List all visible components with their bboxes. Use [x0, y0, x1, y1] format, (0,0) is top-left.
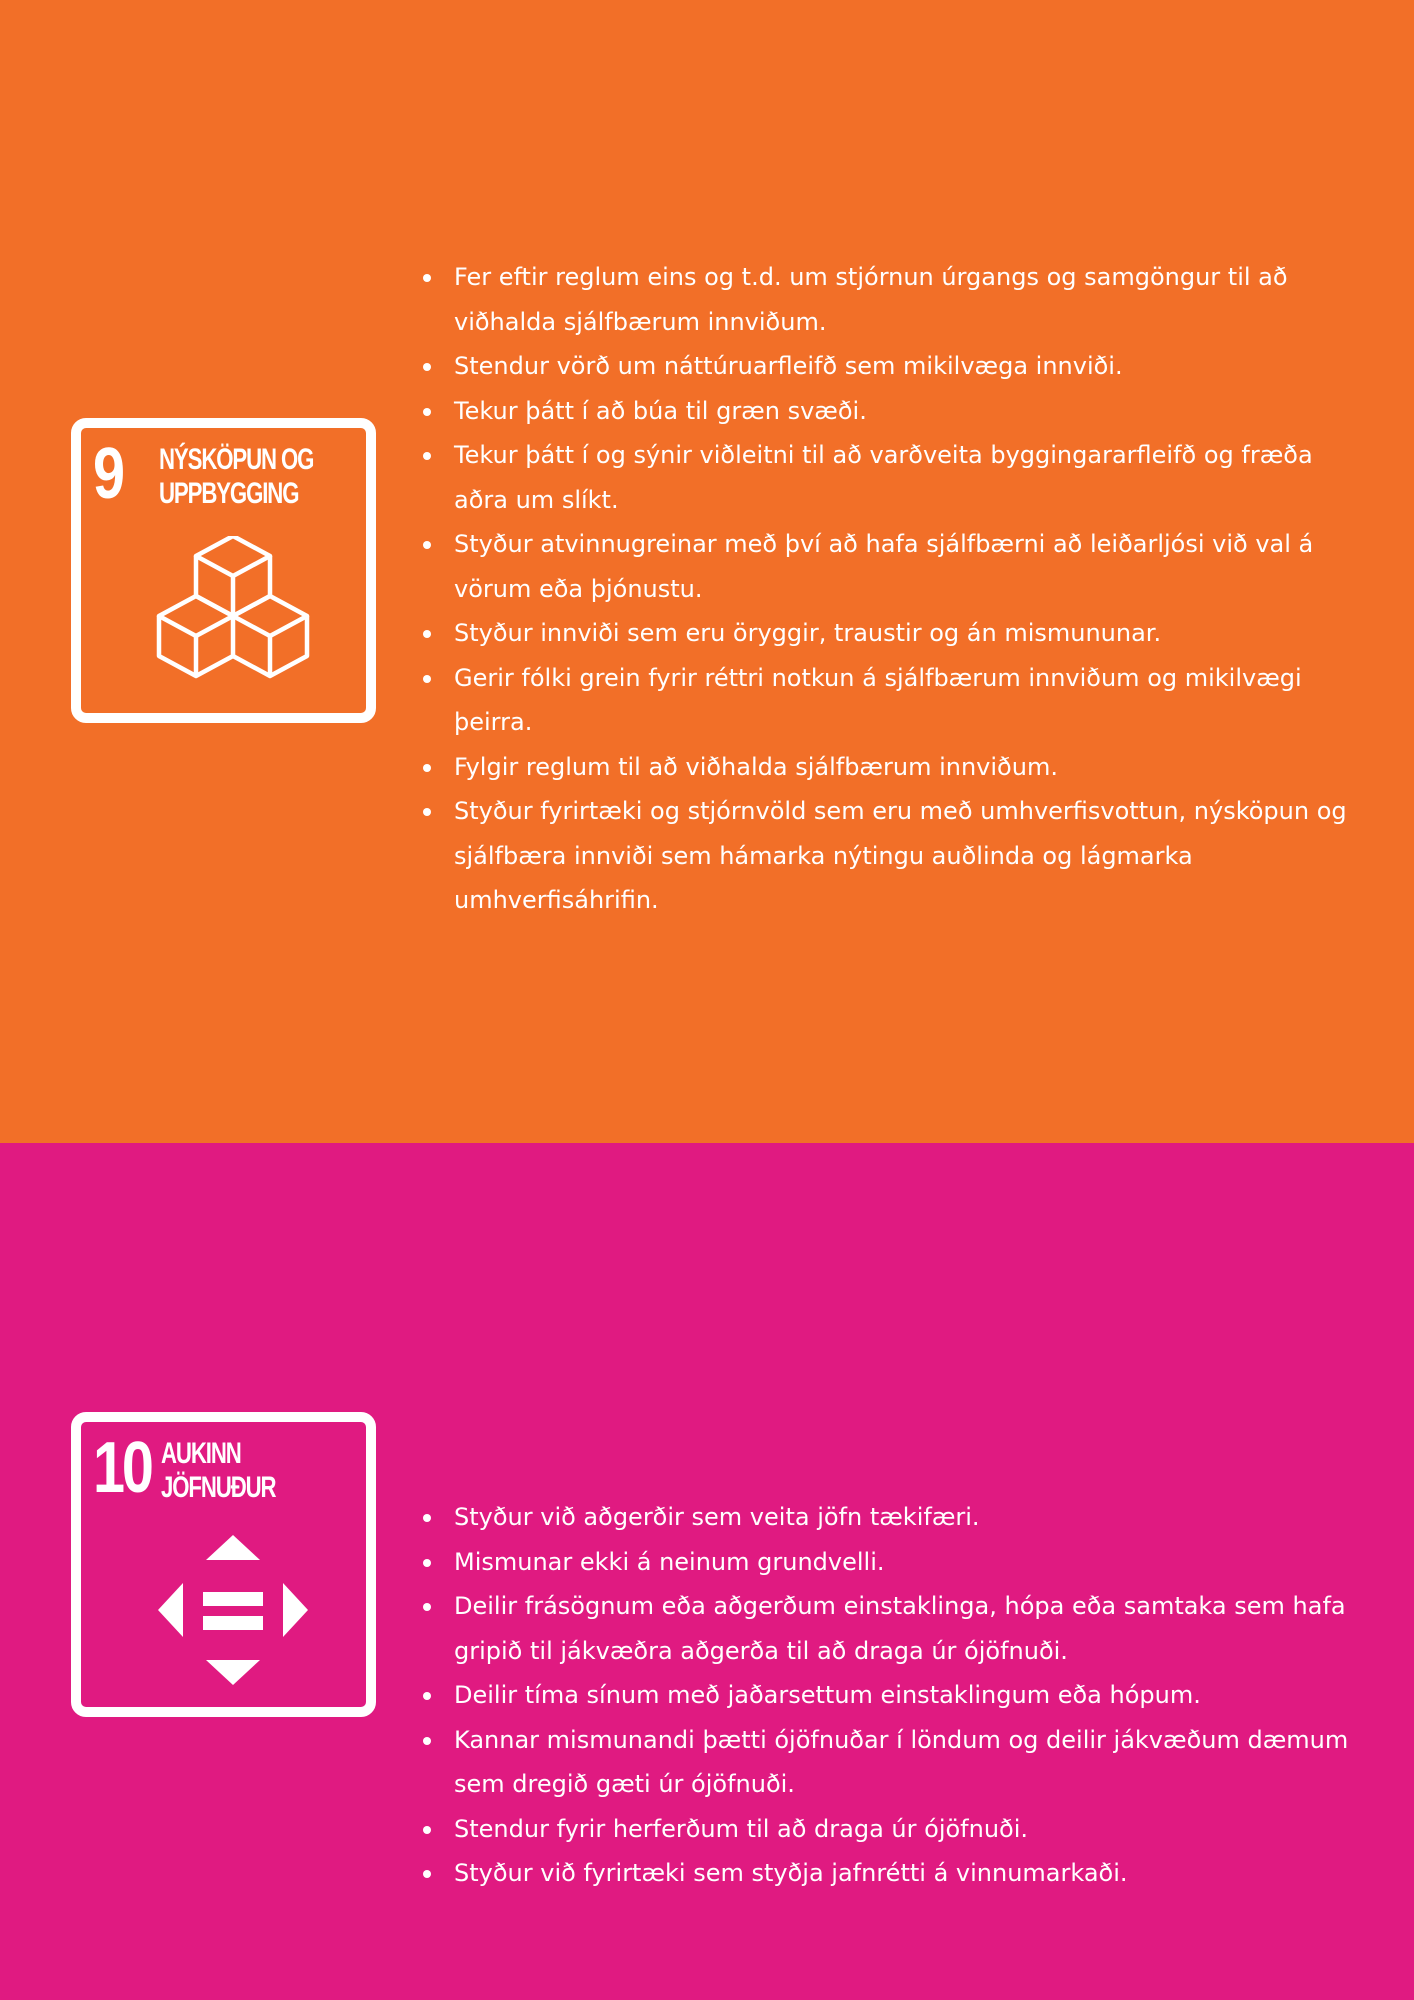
goal-title-line: NÝSKÖPUN OG — [159, 443, 314, 476]
list-item: Styður fyrirtæki og stjórnvöld sem eru með umhverfisvottun, nýsköpun og sjálfbæra innviði sem hámarka nýtingu auðlinda og lágmarka umhverfisáhrifin. — [420, 789, 1370, 923]
list-item: Deilir tíma sínum með jaðarsettum einstaklingum eða hópum. — [420, 1673, 1370, 1718]
list-item: Styður innviði sem eru öryggir, traustir og án mismununar. — [420, 611, 1370, 656]
list-item: Fylgir reglum til að viðhalda sjálfbærum innviðum. — [420, 745, 1370, 790]
list-item: Deilir frásögnum eða aðgerðum einstaklinga, hópa eða samtaka sem hafa gripið til jákvæðra aðgerða til að draga úr ójöfnuði. — [420, 1584, 1370, 1673]
list-item: Styður atvinnugreinar með því að hafa sjálfbærni að leiðarljósi við val á vörum eða þjónustu. — [420, 522, 1370, 611]
equality-arrows-icon — [153, 1530, 313, 1690]
list-item: Fer eftir reglum eins og t.d. um stjórnun úrgangs og samgöngur til að viðhalda sjálfbærum innviðum. — [420, 255, 1370, 344]
goal-number: 9 — [93, 434, 122, 514]
goal-title — [159, 443, 313, 511]
goal-title-line: AUKINN — [161, 1437, 241, 1470]
list-item: Mismunar ekki á neinum grundvelli. — [420, 1540, 1370, 1585]
list-item: Tekur þátt í og sýnir viðleitni til að varðveita byggingararfleifð og fræða aðra um slíkt. — [420, 433, 1370, 522]
list-item: Styður við fyrirtæki sem styðja jafnrétti á vinnumarkaði. — [420, 1851, 1370, 1896]
goal-number: 10 — [93, 1428, 151, 1508]
list-item: Kannar mismunandi þætti ójöfnuðar í löndum og deilir jákvæðum dæmum sem dregið gæti úr ójöfnuði. — [420, 1718, 1370, 1807]
goal-title — [161, 1437, 275, 1505]
goal-10-bullet-list — [420, 1495, 1370, 1896]
list-item: Tekur þátt í að búa til græn svæði. — [420, 389, 1370, 434]
list-item: Stendur fyrir herferðum til að draga úr ójöfnuði. — [420, 1807, 1370, 1852]
goal-title-line: UPPBYGGING — [159, 477, 299, 510]
stacked-cubes-icon — [153, 536, 313, 696]
goal-title-line: JÖFNUÐUR — [161, 1471, 276, 1504]
goal-10-card — [71, 1412, 376, 1717]
list-item: Stendur vörð um náttúruarfleifð sem mikilvæga innviði. — [420, 344, 1370, 389]
goal-10-section — [0, 1143, 1414, 2000]
list-item: Styður við aðgerðir sem veita jöfn tækifæri. — [420, 1495, 1370, 1540]
goal-9-card — [71, 418, 376, 723]
goal-9-bullet-list — [420, 255, 1370, 923]
list-item: Gerir fólki grein fyrir réttri notkun á sjálfbærum innviðum og mikilvægi þeirra. — [420, 656, 1370, 745]
